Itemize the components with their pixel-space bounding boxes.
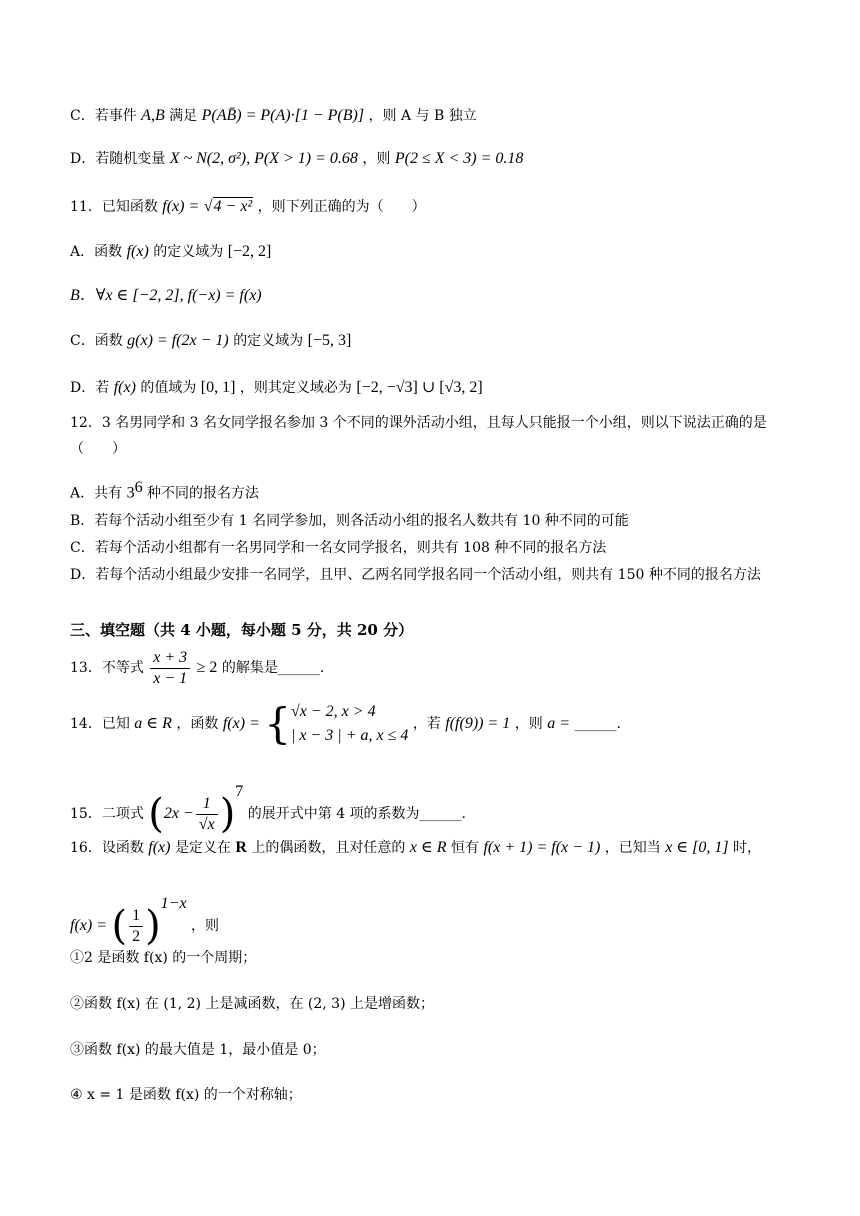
q12-a-suffix: 种不同的报名方法 [147,485,260,502]
left-paren-icon: ( [111,903,128,949]
q16-r: R [235,839,247,856]
q11-d-prefix: D．若 [70,380,110,396]
q12-option-a [70,478,259,504]
q11-b-text: B．∀x ∈ [−2, 2], f(−x) = f(x) [70,287,262,304]
q16-definition [70,876,219,954]
q16-stem5: ，已知当 [604,840,661,856]
q15-suffix: 的展开式中第 4 项的系数为______. [247,806,467,822]
q10-option-d [70,149,523,169]
q11-c-formula2: [−5, 3] [307,332,352,349]
q14-blank: ______. [574,716,621,732]
q15 [70,764,466,842]
q11-a-f: f(x) [126,243,149,260]
q11-d-mid1: 的值域为 [140,380,197,396]
q12-option-c: C．若每个活动小组都有一名男同学和一名女同学报名，则共有 108 种不同的报名方法 [70,540,607,556]
q14-cases [291,700,408,748]
q15-fraction [196,794,218,835]
q13-fraction [150,648,190,689]
q10-option-c [70,106,477,126]
right-paren-icon: ) [219,791,236,837]
q16-f: f(x) [148,839,171,856]
section-title: 三、填空题（共 4 小题，每小题 5 分，共 20 分） [70,621,414,639]
q11-stem-suffix: ，则下列正确的为（ ） [257,199,426,215]
q16-stem3: 上的偶函数，且对任意的 [251,840,406,856]
q16-def-denominator: 2 [129,926,143,947]
q10-c-prefix: C．若事件 [70,108,137,124]
q16-cond1: x ∈ R [409,839,447,856]
q13-relation: ≥ 2 [196,659,218,676]
q12-stem: 12．3 名男同学和 3 名女同学报名参加 3 个不同的课外活动小组，且每人只能报一个小组，则以下说法正确的是（ ） [70,415,767,457]
q12-a-exp: 6 [134,479,143,496]
q14 [70,695,621,753]
q13-prefix: 13．不等式 [70,660,144,676]
q10-d-formula1: X ~ N(2, σ²), P(X > 1) = 0.68 [169,150,358,167]
q16-statement-2: ②函数 f(x) 在 (1, 2) 上是减函数，在 (2, 3) 上是增函数； [70,996,434,1012]
q10-c-suffix: ，则 A 与 B 独立 [368,108,477,124]
q11-d-formula: [−2, −√3] ∪ [√3, 2] [356,379,483,396]
q16-statement-4: ④ x = 1 是函数 f(x) 的一个对称轴； [70,1087,302,1103]
q10-c-formula: P(AB̄) = P(A)·[1 − P(B)] [201,107,365,124]
q14-case2: | x − 3 | + a, x ≤ 4 [291,727,409,744]
q11-stem-prefix: 11．已知函数 [70,199,158,215]
q14-ask: a = [547,715,570,732]
q16-def-numerator: 1 [132,906,141,924]
q16-def-fraction [129,906,143,947]
q13-denominator: x − 1 [150,668,190,689]
q16-def-exponent: 1−x [160,895,187,912]
q13-numerator: x + 3 [153,648,188,666]
q16-stem4: 恒有 [451,840,480,856]
q11-c-prefix: C．函数 [70,333,123,349]
right-paren-icon: ) [145,903,161,949]
q11-stem-radicand: 4 − x² [213,198,253,215]
q15-lead: 2x − [163,805,194,822]
q15-prefix: 15．二项式 [70,806,144,822]
q11-d-f: f(x) [113,379,136,396]
q10-d-mid: ，则 [362,151,391,167]
q10-c-vars: A,B [141,107,165,124]
q11-c-mid: 的定义域为 [233,333,304,349]
q13-suffix: 的解集是______. [221,660,325,676]
q16-cond2: f(x + 1) = f(x − 1) [483,839,601,856]
q11-a-prefix: A．函数 [70,244,123,260]
q12-a-prefix: A．共有 [70,485,123,502]
q16-stem1: 16．设函数 [70,840,144,856]
q14-cond2: f(f(9)) = 1 [445,715,511,732]
q11-option-a [70,242,271,262]
q12-a-base: 3 [126,484,135,502]
q11-option-c [70,331,351,351]
q11-d-mid2: ，则其定义域必为 [239,380,352,396]
q11-c-formula: g(x) = f(2x − 1) [127,332,229,349]
q11-stem-formula: f(x) = [162,198,200,215]
left-paren-icon: ( [148,791,164,837]
q14-f: f(x) = [222,715,260,732]
q16-stem2: 是定义在 [174,840,231,856]
q15-numerator: 1 [202,794,211,812]
q12-option-d: D．若每个活动小组最少安排一名同学，且甲、乙两名同学报名同一个活动小组，则共有 150 种不同的报名方法 [70,567,761,583]
q14-prefix: 14．已知 [70,716,130,732]
q10-d-formula2: P(2 ≤ X < 3) = 0.18 [394,150,524,167]
q16-statement-3: ③函数 f(x) 的最大值是 1，最小值是 0； [70,1042,326,1058]
q16-stem6: 时， [733,840,762,856]
q16-statement-1: ①2 是函数 f(x) 的一个周期； [70,950,257,966]
q11-d-range: [0, 1] [200,379,236,396]
q14-mid: ，函数 [176,716,219,732]
q14-cond: a ∈ R [134,715,172,732]
q15-denominator: √x [196,814,218,835]
q14-suffix: ，则 [514,716,543,732]
q15-exponent: 7 [235,783,244,800]
q16-stem [70,838,761,858]
q11-option-d [70,378,483,398]
q11-stem [70,197,426,217]
sqrt-symbol: √ [203,198,213,215]
q16-cond3: x ∈ [0, 1] [665,839,729,856]
q16-def-suffix: ，则 [191,918,220,934]
q11-a-mid: 的定义域为 [153,244,224,260]
q14-case1: √x − 2, x > 4 [291,703,376,720]
q12-option-b: B．若每个活动小组至少有 1 名同学参加，则各活动小组的报名人数共有 10 种不同的可能 [70,513,629,529]
q14-mid2: ，若 [412,716,441,732]
q11-option-b [70,286,262,306]
q11-a-formula: [−2, 2] [227,243,272,260]
q10-c-mid: 满足 [169,108,198,124]
q13 [70,644,324,692]
left-brace-icon: { [264,699,291,748]
q10-d-prefix: D．若随机变量 [70,151,166,167]
q16-def-f: f(x) = [70,917,107,934]
